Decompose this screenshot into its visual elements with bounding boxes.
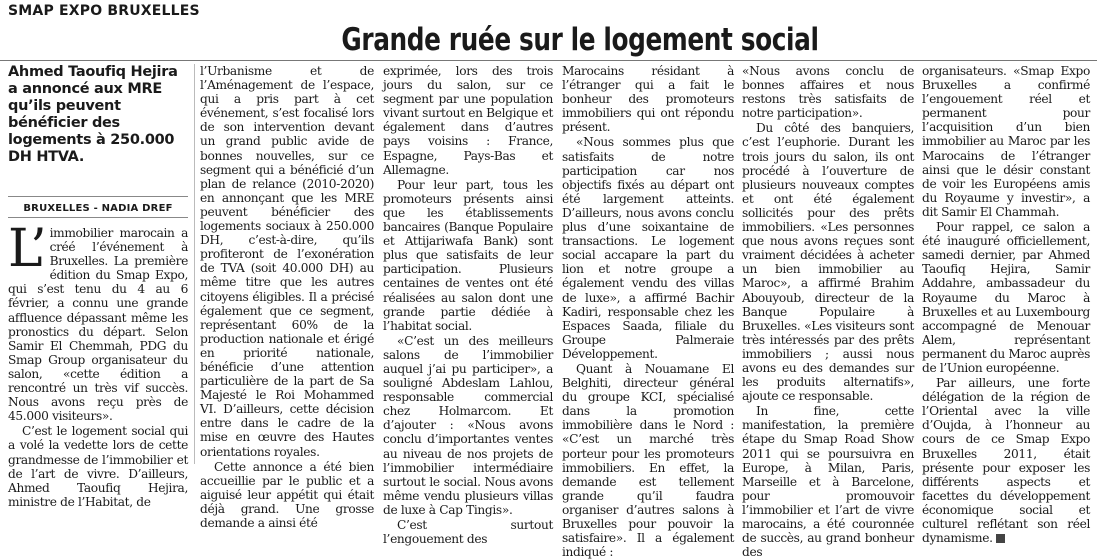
paragraph: C’est surtout l’engouement des xyxy=(383,518,553,547)
paragraph: immobilier marocain a créé l’événement à Bruxelles. La première édition du Smap Expo, qui s’est tenu du 4 au 6 février, a connu une grande affluence dépassant même les pronostics du départ. Selon Samir El Chemmah, PDG du Smap Group organisateur du salon, «cette édition a rencontré un très vif succès. Nous avons reçu près de 45.000 visiteurs». xyxy=(8,226,188,424)
end-of-article-mark xyxy=(996,534,1005,543)
paragraph: C’est le logement social qui a volé la vedette lors de cette grandmesse de l’immobilier et de l’art de vivre. D’ailleurs, Ahmed Taoufiq Hejira, ministre de l’Habitat, de xyxy=(8,424,188,509)
paragraph: «C’est un des meilleurs salons de l’immobilier auquel j’ai pu participer», a souligné Abdeslam Lahlou, responsable commercial chez Holmarcom. Et d’ajouter : «Nous avons conclu d’importantes ventes au niveau de nos projets de l’immobilier intermédiaire surtout le social. Nous avons même vendu plusieurs villas de luxe à Cap Tingis». xyxy=(383,333,553,517)
column-1-body xyxy=(8,219,188,509)
column-3 xyxy=(383,64,553,547)
paragraph: organisateurs. «Smap Expo Bruxelles a confirmé l’engouement réel et permanent pour l’acquisition d’un bien immobilier au Maroc par les Marocains de l’étranger ainsi que le désir constant de voir les Européens amis du Royaume y investir», a dit Samir El Chammah. xyxy=(922,64,1090,219)
byline: BRUXELLES - NADIA DREF xyxy=(8,196,188,218)
column-5 xyxy=(742,64,914,559)
column-4 xyxy=(562,64,734,559)
paragraph: Pour leur part, tous les promoteurs présents ainsi que les établissements bancaires (Banque Populaire et Attijariwafa Bank) sont plus que satisfaits de leur participation. Plusieurs centaines de ventes ont été réalisées au salon dont une grande partie dédiée à l’habitat social. xyxy=(383,177,553,333)
column-6 xyxy=(922,64,1090,546)
paragraph: Du côté des banquiers, c’est l’euphorie. Durant les trois jours du salon, ils ont procédé à l’ouverture de plusieurs nouveaux comptes et ont été également sollicités pour des prêts immobiliers. «Les personnes que nous avons reçues sont vraiment décidées à acheter un bien immobilier au Maroc», a affirmé Brahim Abouyoub, directeur de la Banque Populaire à Bruxelles. «Les visiteurs sont très intéressés par des prêts immobiliers ; aussi nous avons eu des demandes sur les produits alternatifs», ajoute ce responsable. xyxy=(742,121,914,404)
column-2 xyxy=(200,64,374,530)
paragraph: Pour rappel, ce salon a été inauguré officiellement, samedi dernier, par Ahmed Taoufiq Hejira, Samir Addahre, ambassadeur du Royaume du Maroc à Bruxelles et au Luxembourg accompagné de Menouar Alem, représentant permanent du Maroc auprès de l’Union européenne. xyxy=(922,220,1090,375)
paragraph: Marocains résidant à l’étranger qui a fait le bonheur des promoteurs immobiliers qui ont répondu présent. xyxy=(562,64,734,135)
column-divider xyxy=(194,64,195,464)
paragraph: Quant à Nouamane El Belghiti, directeur général du groupe KCI, spécialisé dans la promotion immobilière dans le Nord : «C’est un marché très porteur pour les promoteurs immobiliers. En effet, la demande est tellement grande qu’il faudra organiser d’autres salons à Bruxelles pour pouvoir la satisfaire». Il a également indiqué : xyxy=(562,361,734,559)
paragraph xyxy=(922,376,1090,545)
lead-paragraph: Ahmed Taoufiq Hejira a annoncé aux MRE qu’ils peuvent bénéficier des logements à 250.000 DH HTVA. xyxy=(8,64,178,165)
paragraph: Cette annonce a été bien accueillie par le public et a aiguisé leur appétit qui était déjà grand. Une grosse demande a ainsi été xyxy=(200,459,374,530)
paragraph: l’Urbanisme et de l’Aménagement de l’espace, qui a pris part à cet événement, s’est focalisé lors de son intervention devant un grand public avide de bonnes nouvelles, sur ce segment qui a bénéficié d’un plan de relance (2010-2020) en annonçant que les MRE peuvent bénéficier des logements sociaux à 250.000 DH, c’est-à-dire, qu’ils profiteront de l’exonération de TVA (soit 40.000 DH) au même titre que les autres citoyens éligibles. Il a précisé également que ce segment, représentant 60% de la production nationale et érigé en priorité nationale, bénéficie d’une attention particulière de la part de Sa Majesté le Roi Mohammed VI. D’ailleurs, cette décision entre dans le cadre de la mise en œuvre des Hautes orientations royales. xyxy=(200,64,374,459)
paragraph-text: Par ailleurs, une forte délégation de la région de l’Oriental avec la ville d’Oujda, à l’honneur au cours de ce Smap Expo Bruxelles 2011, était présente pour exposer les différents aspects et facettes du développement économique social et culturel reflétant son réel dynamisme. xyxy=(922,376,1090,546)
column-1 xyxy=(8,64,188,509)
headline: Grande ruée sur le logement social xyxy=(341,22,819,58)
section-kicker: SMAP EXPO BRUXELLES xyxy=(8,3,200,19)
paragraph: exprimée, lors des trois jours du salon, sur ce segment par une population vivant surtout en Belgique et également dans d’autres pays voisins : France, Espagne, Pays-Bas et Allemagne. xyxy=(383,64,553,177)
dropcap: L’ xyxy=(8,219,47,279)
paragraph: «Nous avons conclu de bonnes affaires et nous restons très satisfaits de notre participation». xyxy=(742,64,914,121)
paragraph: «Nous sommes plus que satisfaits de notre participation car nos objectifs fixés au départ ont été largement atteints. D’ailleurs, nous avons conclu plus d’une soixantaine de transactions. Le logement social accapare la part du lion et notre groupe a également vendu des villas de luxe», a affirmé Bachir Kadiri, responsable chez les Espaces Saada, filiale du Groupe Palmeraie Développement. xyxy=(562,135,734,361)
paragraph: In fine, cette manifestation, la première étape du Smap Road Show 2011 qui se poursuivra en Europe, à Milan, Paris, Marseille et à Barcelone, pour promouvoir l’immobilier et l’art de vivre marocains, a été couronnée de succès, au grand bonheur des xyxy=(742,404,914,559)
header-rule xyxy=(0,60,1097,61)
